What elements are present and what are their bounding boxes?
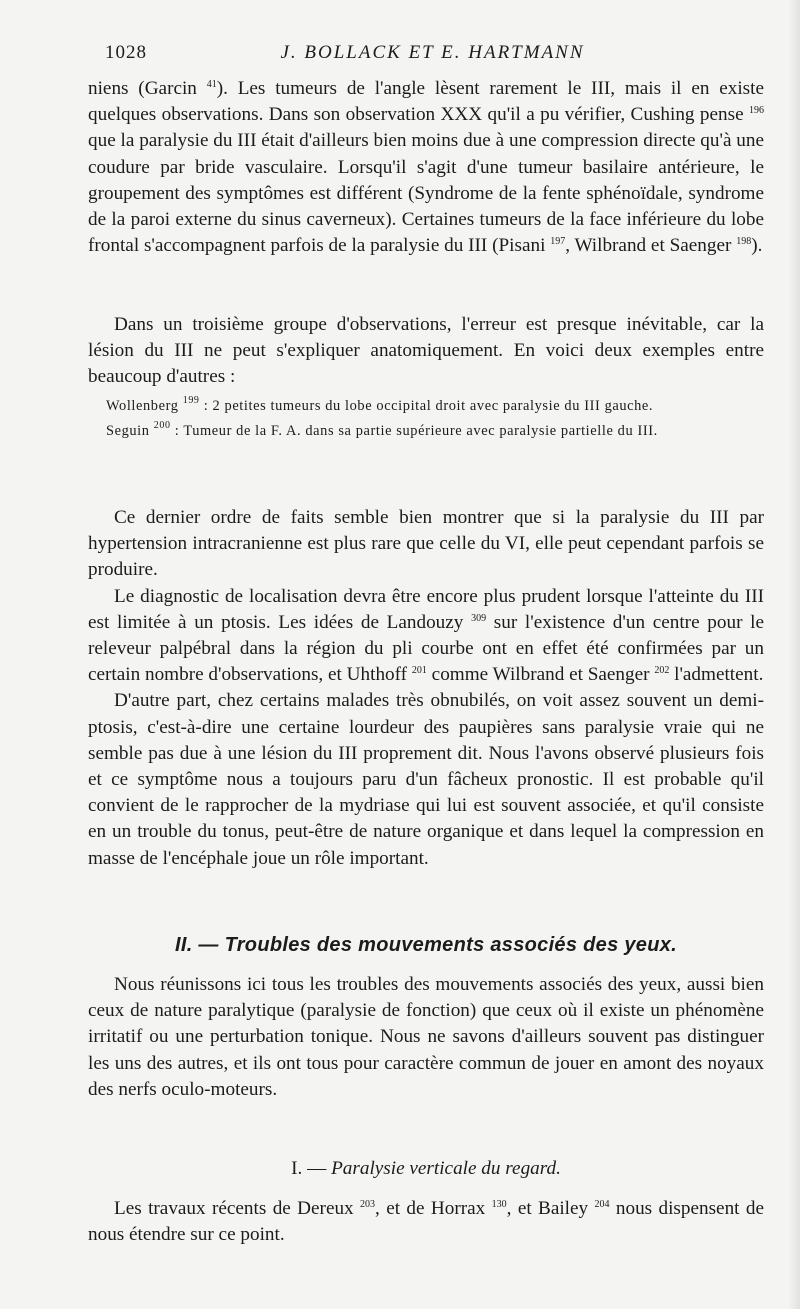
text-run: Les travaux récents de Dereux (114, 1198, 361, 1219)
subsection-heading (88, 1158, 764, 1180)
subsection-number: I. — (291, 1158, 332, 1179)
text-block-1 (88, 76, 764, 259)
paragraph-dernier-ordre: Ce dernier ordre de faits semble bien montrer que si la paralysie du III par hypertension intracranienne est plus rare que celle du VI, elle peut cependant parfois se produire. (88, 507, 764, 581)
running-head: J. BOLLACK ET E. HARTMANN (280, 42, 585, 63)
paragraph-diagnostic-localisation (88, 584, 764, 689)
paragraph-troisieme-groupe: Dans un troisième groupe d'observations, l'erreur est presque inévitable, car la lésion du III ne peut s'expliquer anatomiquement. En voici deux exemples entre beaucoup d'autres : (88, 314, 764, 388)
page-number: 1028 (105, 42, 147, 63)
reference-203: 203 (360, 1199, 376, 1210)
reference-200: 200 (153, 419, 171, 431)
reference-198: 198 (736, 236, 752, 248)
text-run: sur l'existence d'un centre pour le releveur palpébral dans la région du pli courbe ont en effet été confirmées par un certain nombre d'observations, et Uhthoff (88, 611, 764, 686)
reference-202: 202 (654, 665, 670, 677)
text-run: Wollenberg (106, 398, 183, 414)
example-wollenberg (88, 396, 764, 417)
paragraph-demi-ptosis: D'autre part, chez certains malades très obnubilés, on voit assez souvent un demi-ptosis, c'est-à-dire une certaine lourdeur des paupières sans paralysie vraie qui ne semble pas due à une lésion du III proprement dit. Nous l'avons observé plusieurs fois et ce symptôme nous a toujours paru d'un fâcheux pronostic. Il est probable qu'il convient de le rapprocher de la mydriase qui lui est souvent associée, et qu'il consiste en un trouble du tonus, peut-être de nature organique et dans lequel la compression en masse de l'encéphale joue un rôle important. (88, 690, 764, 869)
text-run: ). Les tumeurs de l'angle lèsent rarement le III, mais il en existe quelques observations. Dans son observation XXX qu'il a pu vérifier, Cushing pense (88, 78, 764, 126)
text-run: : 2 petites tumeurs du lobe occipital droit avec paralysie du III gauche. (199, 398, 654, 414)
text-block-2 (88, 312, 764, 391)
paragraph-travaux-recents (88, 1196, 764, 1248)
reference-201: 201 (411, 665, 427, 677)
text-block-4 (88, 972, 764, 1103)
text-block-5 (88, 1196, 764, 1248)
reference-197: 197 (550, 236, 566, 248)
text-run: que la paralysie du III était d'ailleurs bien moins due à une compression directe qu'à une coudure par bride vasculaire. Lorsqu'il s'agit d'une tumeur basilaire antérieure, le groupement des symptômes est différent (Syndrome de la fente sphénoïdale, syndrome de la paroi externe du sinus caverneux). Certaines tumeurs de la face inférieure du lobe frontal s'accompagnent parfois de la paralysie du III (Pisani (88, 130, 764, 257)
text-run: niens (Garcin (88, 78, 207, 99)
text-block-3 (88, 505, 764, 872)
text-run: , Wilbrand et Saenger (565, 235, 737, 257)
text-run: : Tumeur de la F. A. dans sa partie supérieure avec paralysie partielle du III. (170, 422, 658, 439)
text-run: l'admettent. (669, 664, 764, 686)
examples-list (88, 396, 764, 445)
reference-130: 130 (491, 1199, 507, 1210)
section-heading: II. — Troubles des mouvements associés des yeux. (174, 934, 677, 956)
text-run: comme Wilbrand et Saenger (426, 664, 655, 686)
text-run: , et Bailey (506, 1198, 595, 1219)
reference-196: 196 (749, 105, 764, 117)
reference-41: 41 (206, 79, 217, 90)
reference-199: 199 (182, 395, 200, 406)
text-run: Le diagnostic de localisation devra être encore plus prudent lorsque l'atteinte du III est limitée à un ptosis. Les idées de Landouzy (88, 585, 764, 633)
subsection-title: Paralysie verticale du regard. (331, 1158, 561, 1179)
paragraph-mouvements-associes: Nous réunissons ici tous les troubles des mouvements associés des yeux, aussi bien ceux de nature paralytique (paralysie de fonction) que ceux où il existe un phénomène irritatif ou une perturbation tonique. Nous ne savons d'ailleurs souvent pas distinguer les uns des autres, et ils ont tous pour caractère commun de jouer en amont des noyaux des nerfs oculo-moteurs. (88, 974, 764, 1100)
example-seguin (88, 421, 764, 442)
text-run: nous dispensent de nous étendre sur ce point. (88, 1198, 764, 1246)
text-run: ). (751, 235, 763, 257)
reference-204: 204 (594, 1199, 610, 1210)
page-header (105, 42, 760, 68)
paragraph-tumeurs-angle (88, 76, 764, 259)
reference-309: 309 (471, 612, 487, 624)
text-run: , et de Horrax (375, 1198, 492, 1219)
page-edge-shadow (788, 0, 800, 1309)
text-run: Seguin (106, 422, 154, 439)
